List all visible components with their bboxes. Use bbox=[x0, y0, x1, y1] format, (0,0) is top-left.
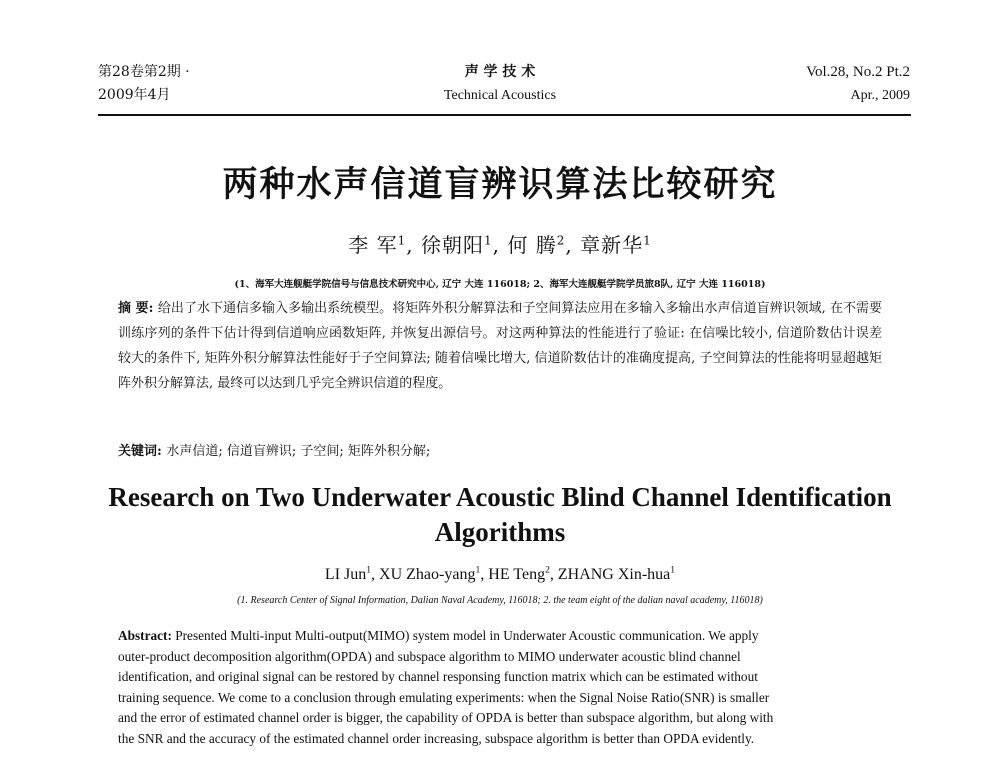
author-en: LI Jun$^1$, bbox=[324, 564, 380, 583]
abstract-line-en: training sequence. We come to a conclusion through emulating experiments: when the Signal Noise Ratio(SNR) is smaller bbox=[118, 689, 770, 705]
keywords-label-zh: 关键词: bbox=[118, 444, 167, 459]
affiliation-en: (1. Research Center of Signal Information, Dalian Naval Academy, 116018; 2. the team eight of the dalian naval academy, 116018) bbox=[237, 595, 763, 606]
author-zh: 徐朝阳$^1$, bbox=[421, 233, 508, 257]
journal-date: 2009年4月 bbox=[98, 87, 171, 103]
abstract-line-en: and the error of estimated channel order is bigger, the capability of OPDA is better than subspace algorithm, but along with bbox=[118, 710, 774, 725]
abstract-en bbox=[118, 626, 882, 749]
keywords-text-zh: 水声信道; 信道盲辨识; 子空间; 矩阵外积分解; bbox=[166, 444, 431, 459]
abstract-line-en: Presented Multi-input Multi-output(MIMO) system model in Underwater Acoustic communication. We apply bbox=[175, 628, 759, 643]
abstract-line-en: outer-product decomposition algorithm(OPDA) and subspace algorithm to MIMO underwater acoustic blind channel bbox=[118, 648, 741, 664]
header-rule bbox=[98, 114, 911, 116]
abstract-line-en: identification, and original signal can be restored by channel responsing function matrix which can be estimated without bbox=[118, 669, 758, 684]
affiliation-zh: (1、海军大连舰艇学院信号与信息技术研究中心, 辽宁 大连 116018; 2、海军大连舰艇学院学员旅8队, 辽宁 大连 116018) bbox=[234, 279, 766, 290]
keywords-zh bbox=[118, 440, 430, 459]
abstract-text-zh: 给出了水下通信多输入多输出系统模型。将矩阵外积分解算法和子空间算法应用在多输入多输出水声信道盲辨识领域, 在不需要训练序列的条件下估计得到信道响应函数矩阵, 并恢复出源信号。对这两种算法的性能进行了验证: 在信噪比较小, 信道阶数估计误差较大的条件下, 矩阵外积分解算法性能好于子空间算法; 随着信噪比增大, 信道阶数估计的准确度提高, 子空间算法的性能将明显超越矩阵外积分解算法, 最终可以达到几乎完全辨识信道的程度。 bbox=[118, 301, 883, 391]
abstract-zh bbox=[118, 296, 882, 396]
author-list-en bbox=[0, 566, 1000, 584]
paper-title-en bbox=[0, 480, 1000, 550]
abstract-label-en: Abstract: bbox=[118, 628, 176, 643]
author-zh: 何 腾$^2$, bbox=[507, 233, 581, 257]
journal-volume-issue: 第28卷第2期 · bbox=[98, 64, 190, 80]
paper-title-en-line: Algorithms bbox=[434, 517, 566, 547]
abstract-label-zh: 摘 要: bbox=[118, 301, 158, 316]
author-list-zh bbox=[0, 229, 1000, 258]
author-en: HE Teng$^2$, bbox=[488, 564, 558, 583]
author-zh: 李 军$^1$, bbox=[348, 233, 421, 257]
paper-title-zh: 两种水声信道盲辨识算法比较研究 bbox=[222, 165, 778, 205]
paper-title-en-line: Research on Two Underwater Acoustic Blind Channel Identification bbox=[108, 482, 892, 512]
journal-name-en: Technical Acoustics bbox=[443, 88, 557, 103]
volume-number-en: Vol.28, No.2 Pt.2 bbox=[806, 64, 910, 80]
author-en: XU Zhao-yang$^1$, bbox=[379, 564, 489, 583]
journal-name-zh: 声 学 技 术 bbox=[464, 64, 536, 80]
issue-date-en: Apr., 2009 bbox=[850, 88, 910, 103]
author-zh: 章新华$^1$ bbox=[580, 233, 652, 257]
abstract-line-en: the SNR and the accuracy of the estimated channel order increasing, subspace algorithm is better than OPDA evidently. bbox=[118, 730, 755, 746]
author-en: ZHANG Xin-hua$^1$ bbox=[557, 564, 676, 583]
